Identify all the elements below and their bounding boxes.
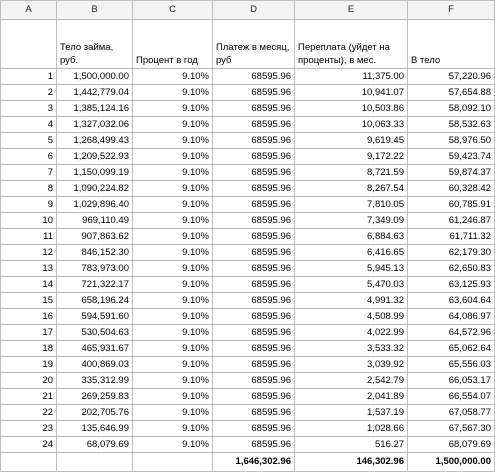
month-cell[interactable]: 14 (1, 277, 57, 293)
rate-cell[interactable]: 9.10% (133, 245, 213, 261)
principal-cell[interactable]: 63,604.64 (408, 293, 495, 309)
rate-cell[interactable]: 9.10% (133, 261, 213, 277)
loan-body-cell[interactable]: 1,029,896.40 (57, 197, 133, 213)
loan-body-cell[interactable]: 1,209,522.93 (57, 149, 133, 165)
table-row (1, 373, 495, 389)
column-header-d[interactable]: D (213, 1, 295, 20)
loan-body-cell[interactable]: 135,646.99 (57, 421, 133, 437)
month-cell[interactable]: 15 (1, 293, 57, 309)
payment-cell[interactable]: 68595.96 (213, 341, 295, 357)
table-row (1, 261, 495, 277)
header-cell-annual-rate[interactable]: Процент в год (133, 20, 213, 69)
loan-body-cell[interactable]: 335,312.99 (57, 373, 133, 389)
overpayment-cell[interactable]: 4,508.99 (295, 309, 408, 325)
principal-cell[interactable]: 62,650.83 (408, 261, 495, 277)
totals-row (1, 453, 495, 472)
loan-body-cell[interactable]: 530,504.63 (57, 325, 133, 341)
principal-cell[interactable]: 59,423.74 (408, 149, 495, 165)
month-cell[interactable]: 23 (1, 421, 57, 437)
table-row (1, 181, 495, 197)
overpayment-cell[interactable]: 9,619.45 (295, 133, 408, 149)
overpayment-cell[interactable]: 5,945.13 (295, 261, 408, 277)
rate-cell[interactable]: 9.10% (133, 325, 213, 341)
loan-body-cell[interactable]: 1,090,224.82 (57, 181, 133, 197)
principal-cell[interactable]: 61,246.87 (408, 213, 495, 229)
total-cell-b[interactable] (57, 453, 133, 472)
table-row (1, 421, 495, 437)
loan-body-cell[interactable]: 1,500,000.00 (57, 69, 133, 85)
month-cell[interactable]: 16 (1, 309, 57, 325)
payment-cell[interactable]: 68595.96 (213, 181, 295, 197)
table-row (1, 245, 495, 261)
month-cell[interactable]: 20 (1, 373, 57, 389)
rate-cell[interactable]: 9.10% (133, 117, 213, 133)
overpayment-cell[interactable]: 8,267.54 (295, 181, 408, 197)
loan-body-cell[interactable]: 907,863.62 (57, 229, 133, 245)
overpayment-cell[interactable]: 3,039.92 (295, 357, 408, 373)
rate-cell[interactable]: 9.10% (133, 69, 213, 85)
overpayment-cell[interactable]: 4,022.99 (295, 325, 408, 341)
loan-body-cell[interactable]: 783,973.00 (57, 261, 133, 277)
principal-cell[interactable]: 67,567.30 (408, 421, 495, 437)
table-row (1, 165, 495, 181)
header-cell-overpayment[interactable]: Переплата (уйдет на проценты), в мес. (295, 20, 408, 69)
header-cell-monthly-payment[interactable]: Платеж в месяц, руб (213, 20, 295, 69)
principal-cell[interactable]: 58,532.63 (408, 117, 495, 133)
overpayment-cell[interactable]: 2,041.89 (295, 389, 408, 405)
loan-body-cell[interactable]: 269,259.83 (57, 389, 133, 405)
overpayment-cell[interactable]: 11,375.00 (295, 69, 408, 85)
column-header-c[interactable]: C (133, 1, 213, 20)
principal-cell[interactable]: 57,654.88 (408, 85, 495, 101)
payment-cell[interactable]: 68595.96 (213, 325, 295, 341)
rate-cell[interactable]: 9.10% (133, 165, 213, 181)
rate-cell[interactable]: 9.10% (133, 277, 213, 293)
month-cell[interactable]: 17 (1, 325, 57, 341)
table-row (1, 293, 495, 309)
loan-body-cell[interactable]: 202,705.76 (57, 405, 133, 421)
loan-body-cell[interactable]: 1,268,499.43 (57, 133, 133, 149)
rate-cell[interactable]: 9.10% (133, 309, 213, 325)
total-overpayment-cell[interactable]: 146,302.96 (295, 453, 408, 472)
payment-cell[interactable]: 68595.96 (213, 405, 295, 421)
rate-cell[interactable]: 9.10% (133, 149, 213, 165)
payment-cell[interactable]: 68595.96 (213, 69, 295, 85)
rate-cell[interactable]: 9.10% (133, 293, 213, 309)
table-row (1, 389, 495, 405)
payment-cell[interactable]: 68595.96 (213, 213, 295, 229)
table-row (1, 101, 495, 117)
payment-cell[interactable]: 68595.96 (213, 117, 295, 133)
month-cell[interactable]: 1 (1, 69, 57, 85)
rate-cell[interactable]: 9.10% (133, 437, 213, 453)
month-cell[interactable]: 13 (1, 261, 57, 277)
header-row (1, 20, 495, 69)
table-row (1, 405, 495, 421)
table-row (1, 133, 495, 149)
principal-cell[interactable]: 62,179.30 (408, 245, 495, 261)
month-cell[interactable]: 3 (1, 101, 57, 117)
payment-cell[interactable]: 68595.96 (213, 133, 295, 149)
loan-body-cell[interactable]: 1,442,779.04 (57, 85, 133, 101)
overpayment-cell[interactable]: 1,537.19 (295, 405, 408, 421)
month-cell[interactable]: 10 (1, 213, 57, 229)
header-cell-loan-body[interactable]: Тело займа, руб. (57, 20, 133, 69)
rate-cell[interactable]: 9.10% (133, 405, 213, 421)
table-row (1, 213, 495, 229)
month-cell[interactable]: 2 (1, 85, 57, 101)
loan-body-cell[interactable]: 721,322.17 (57, 277, 133, 293)
overpayment-cell[interactable]: 9,172.22 (295, 149, 408, 165)
rate-cell[interactable]: 9.10% (133, 85, 213, 101)
principal-cell[interactable]: 58,092.10 (408, 101, 495, 117)
principal-cell[interactable]: 57,220.96 (408, 69, 495, 85)
table-row (1, 277, 495, 293)
month-cell[interactable]: 5 (1, 133, 57, 149)
overpayment-cell[interactable]: 10,941.07 (295, 85, 408, 101)
rate-cell[interactable]: 9.10% (133, 341, 213, 357)
principal-cell[interactable]: 61,711.32 (408, 229, 495, 245)
header-cell-a[interactable] (1, 20, 57, 69)
principal-cell[interactable]: 66,554.07 (408, 389, 495, 405)
table-row (1, 197, 495, 213)
overpayment-cell[interactable]: 8,721.59 (295, 165, 408, 181)
overpayment-cell[interactable]: 10,503.86 (295, 101, 408, 117)
loan-body-cell[interactable]: 658,196.24 (57, 293, 133, 309)
loan-body-cell[interactable]: 846,152.30 (57, 245, 133, 261)
month-cell[interactable]: 8 (1, 181, 57, 197)
table-row (1, 357, 495, 373)
payment-cell[interactable]: 68595.96 (213, 357, 295, 373)
month-cell[interactable]: 11 (1, 229, 57, 245)
loan-body-cell[interactable]: 465,931.67 (57, 341, 133, 357)
payment-cell[interactable]: 68595.96 (213, 245, 295, 261)
overpayment-cell[interactable]: 7,810.05 (295, 197, 408, 213)
payment-cell[interactable]: 68595.96 (213, 437, 295, 453)
payment-cell[interactable]: 68595.96 (213, 165, 295, 181)
principal-cell[interactable]: 67,058.77 (408, 405, 495, 421)
overpayment-cell[interactable]: 1,028.66 (295, 421, 408, 437)
rate-cell[interactable]: 9.10% (133, 197, 213, 213)
table-row (1, 149, 495, 165)
payment-cell[interactable]: 68595.96 (213, 229, 295, 245)
total-cell-a[interactable] (1, 453, 57, 472)
rate-cell[interactable]: 9.10% (133, 229, 213, 245)
column-header-f[interactable]: F (408, 1, 495, 20)
payment-cell[interactable]: 68595.96 (213, 373, 295, 389)
principal-cell[interactable]: 60,785.91 (408, 197, 495, 213)
overpayment-cell[interactable]: 6,416.65 (295, 245, 408, 261)
overpayment-cell[interactable]: 516.27 (295, 437, 408, 453)
principal-cell[interactable]: 66,053.17 (408, 373, 495, 389)
rate-cell[interactable]: 9.10% (133, 373, 213, 389)
overpayment-cell[interactable]: 3,533.32 (295, 341, 408, 357)
month-cell[interactable]: 6 (1, 149, 57, 165)
principal-cell[interactable]: 59,874.37 (408, 165, 495, 181)
table-row (1, 85, 495, 101)
column-header-row (1, 1, 495, 20)
column-header-a[interactable]: A (1, 1, 57, 20)
header-cell-principal[interactable]: В тело (408, 20, 495, 69)
payment-cell[interactable]: 68595.96 (213, 277, 295, 293)
loan-body-cell[interactable]: 400,869.03 (57, 357, 133, 373)
principal-cell[interactable]: 64,572.96 (408, 325, 495, 341)
principal-cell[interactable]: 60,328.42 (408, 181, 495, 197)
rate-cell[interactable]: 9.10% (133, 421, 213, 437)
principal-cell[interactable]: 65,062.64 (408, 341, 495, 357)
loan-body-cell[interactable]: 68,079.69 (57, 437, 133, 453)
loan-body-cell[interactable]: 969,110.49 (57, 213, 133, 229)
month-cell[interactable]: 4 (1, 117, 57, 133)
rate-cell[interactable]: 9.10% (133, 357, 213, 373)
month-cell[interactable]: 9 (1, 197, 57, 213)
table-row (1, 325, 495, 341)
month-cell[interactable]: 22 (1, 405, 57, 421)
overpayment-cell[interactable]: 10,063.33 (295, 117, 408, 133)
rate-cell[interactable]: 9.10% (133, 101, 213, 117)
principal-cell[interactable]: 68,079.69 (408, 437, 495, 453)
table-row (1, 341, 495, 357)
total-principal-cell[interactable]: 1,500,000.00 (408, 453, 495, 472)
loan-body-cell[interactable]: 1,150,099.19 (57, 165, 133, 181)
table-row (1, 69, 495, 85)
payment-cell[interactable]: 68595.96 (213, 293, 295, 309)
column-header-b[interactable]: B (57, 1, 133, 20)
month-cell[interactable]: 21 (1, 389, 57, 405)
table-row (1, 229, 495, 245)
table-row (1, 117, 495, 133)
table-row (1, 309, 495, 325)
loan-body-cell[interactable]: 594,591.60 (57, 309, 133, 325)
payment-cell[interactable]: 68595.96 (213, 421, 295, 437)
month-cell[interactable]: 7 (1, 165, 57, 181)
payment-cell[interactable]: 68595.96 (213, 149, 295, 165)
rate-cell[interactable]: 9.10% (133, 181, 213, 197)
rate-cell[interactable]: 9.10% (133, 389, 213, 405)
payment-cell[interactable]: 68595.96 (213, 309, 295, 325)
principal-cell[interactable]: 63,125.93 (408, 277, 495, 293)
loan-body-cell[interactable]: 1,385,124.16 (57, 101, 133, 117)
overpayment-cell[interactable]: 6,884.63 (295, 229, 408, 245)
month-cell[interactable]: 19 (1, 357, 57, 373)
payment-cell[interactable]: 68595.96 (213, 85, 295, 101)
month-cell[interactable]: 12 (1, 245, 57, 261)
overpayment-cell[interactable]: 5,470.03 (295, 277, 408, 293)
payment-cell[interactable]: 68595.96 (213, 101, 295, 117)
principal-cell[interactable]: 65,556.03 (408, 357, 495, 373)
loan-body-cell[interactable]: 1,327,032.06 (57, 117, 133, 133)
principal-cell[interactable]: 64,086.97 (408, 309, 495, 325)
payment-cell[interactable]: 68595.96 (213, 389, 295, 405)
payment-cell[interactable]: 68595.96 (213, 261, 295, 277)
overpayment-cell[interactable]: 7,349.09 (295, 213, 408, 229)
total-payment-cell[interactable]: 1,646,302.96 (213, 453, 295, 472)
principal-cell[interactable]: 58,976.50 (408, 133, 495, 149)
column-header-e[interactable]: E (295, 1, 408, 20)
payment-cell[interactable]: 68595.96 (213, 197, 295, 213)
month-cell[interactable]: 18 (1, 341, 57, 357)
rate-cell[interactable]: 9.10% (133, 213, 213, 229)
rate-cell[interactable]: 9.10% (133, 133, 213, 149)
month-cell[interactable]: 24 (1, 437, 57, 453)
overpayment-cell[interactable]: 4,991.32 (295, 293, 408, 309)
total-cell-c[interactable] (133, 453, 213, 472)
overpayment-cell[interactable]: 2,542.79 (295, 373, 408, 389)
